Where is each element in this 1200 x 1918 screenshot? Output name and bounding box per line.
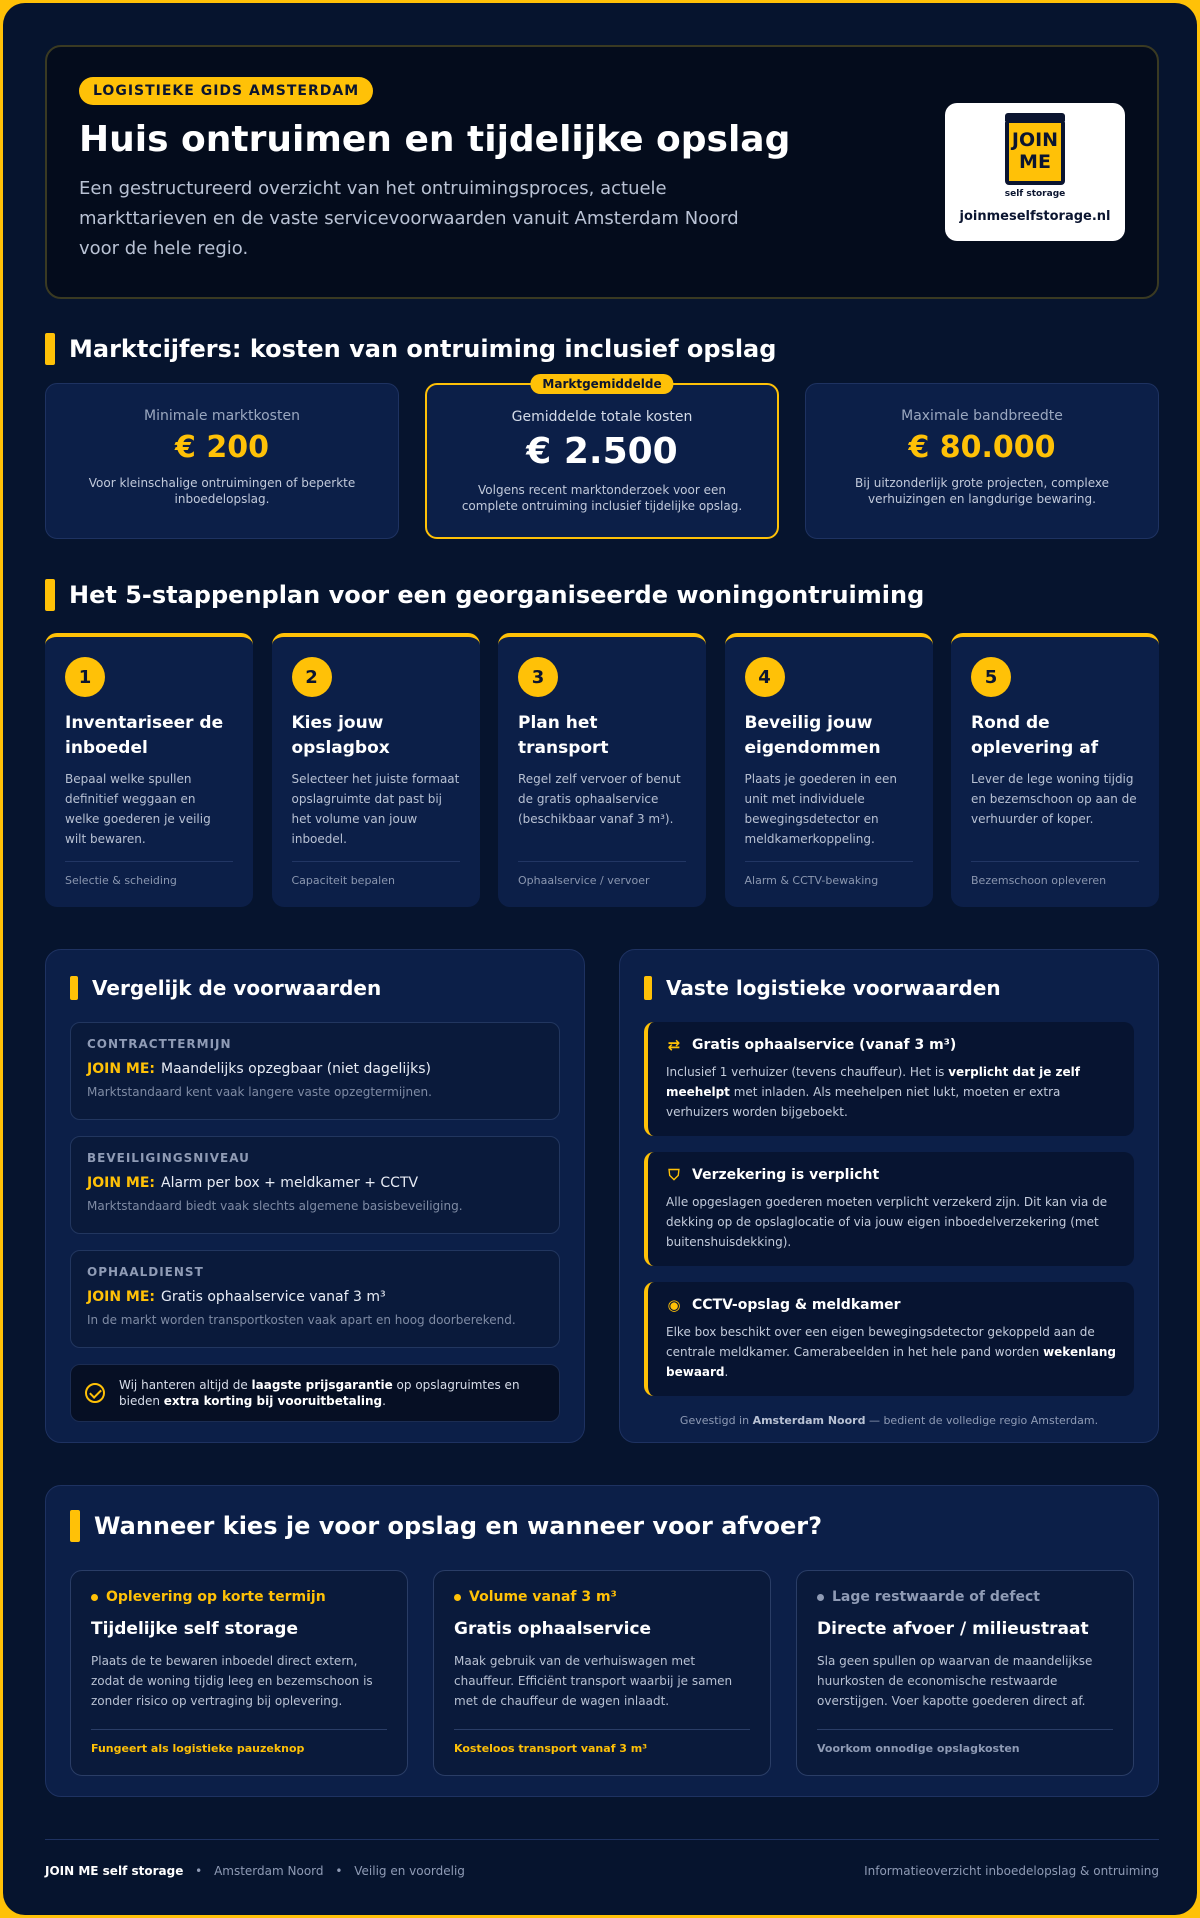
rule-title: ⛉ Verzekering is verplicht: [666, 1166, 1116, 1184]
section-accent-bar: [70, 976, 78, 1000]
when-card-footer: Voorkom onnodige opslagkosten: [817, 1729, 1113, 1755]
market-average-tag: Marktgemiddelde: [530, 374, 673, 394]
market-title-text: Marktcijfers: kosten van ontruiming inclusief opslag: [69, 335, 777, 363]
shield-check-icon: ⛉: [668, 1166, 680, 1184]
rules-title: [644, 976, 1134, 1000]
market-section-title: [45, 333, 1159, 365]
step-footer: Capaciteit bepalen: [292, 861, 460, 887]
swap-arrows-icon: ⇄: [667, 1036, 681, 1054]
when-cards: [70, 1570, 1134, 1776]
compare-value-text: Maandelijks opzegbaar (niet dagelijks): [161, 1061, 431, 1077]
stat-value: € 80.000: [908, 430, 1056, 465]
when-section: [45, 1485, 1159, 1797]
location-note: Gevestigd in Amsterdam Noord — bedient de volledige regio Amsterdam.: [679, 1414, 1099, 1427]
rule-pickup: [644, 1022, 1134, 1136]
price-guarantee-text: Wij hanteren altijd de laagste prijsgarantie op opslagruimtes en bieden extra korting bij vooruitbetaling.: [119, 1378, 520, 1408]
footer-tagline: Veilig en voordelig: [354, 1864, 465, 1878]
compare-value-text: Gratis ophaalservice vanaf 3 m³: [161, 1289, 386, 1305]
footer-location: Amsterdam Noord: [214, 1864, 324, 1878]
step-text: Bepaal welke spullen definitief weggaan en welke goederen je veilig wilt bewaren.: [65, 772, 211, 846]
footer-left: [45, 1864, 465, 1878]
footer-right: Informatieoverzicht inboedelopslag & ontruiming: [864, 1864, 1159, 1878]
section-accent-bar: [45, 579, 55, 611]
step-footer: Alarm & CCTV-bewaking: [745, 861, 913, 887]
step-card-1: [45, 633, 253, 907]
rules-title-text: Vaste logistieke voorwaarden: [666, 976, 1001, 1000]
stat-label: Gemiddelde totale kosten: [511, 409, 693, 425]
step-card-4: [725, 633, 933, 907]
when-card-text: Maak gebruik van de verhuiswagen met chauffeur. Efficiënt transport waarbij je samen met de chauffeur de wagen inlaadt.: [454, 1654, 733, 1708]
guide-badge: LOGISTIEKE GIDS AMSTERDAM: [79, 77, 373, 105]
when-card-storage: [70, 1570, 408, 1776]
compare-key: CONTRACTTERMIJN: [87, 1037, 232, 1051]
stat-description: Volgens recent marktonderzoek voor een complete ontruiming inclusief tijdelijke opslag.: [461, 483, 743, 513]
footer-separator: •: [335, 1864, 343, 1878]
content: [45, 45, 1159, 1878]
rule-title: ⇄ Gratis ophaalservice (vanaf 3 m³): [667, 1036, 957, 1054]
logo-line-1: JOIN: [1011, 129, 1059, 151]
when-card-footer: Kosteloos transport vanaf 3 m³: [454, 1729, 750, 1755]
steps-list: [45, 633, 1159, 907]
step-title: Inventariseer de inboedel: [65, 713, 224, 758]
stat-label: Minimale marktkosten: [144, 408, 300, 424]
compare-title: [70, 976, 560, 1000]
price-guarantee-note: [70, 1364, 560, 1422]
compare-value: [87, 1175, 543, 1191]
compare-key: OPHAALDIENST: [87, 1265, 204, 1279]
compare-item-pickup: [70, 1250, 560, 1348]
when-card-pickup: [433, 1570, 771, 1776]
compare-value: [87, 1289, 543, 1305]
when-card-text: Plaats de te bewaren inboedel direct extern, zodat de woning tijdig leeg en bezemschoon is zonder risico op vertraging bij oplevering.: [91, 1654, 373, 1708]
step-text: Regel zelf vervoer of benut de gratis ophaalservice (beschikbaar vanaf 3 m³).: [518, 772, 681, 826]
brand-label: JOIN ME:: [87, 1061, 156, 1077]
hero: [45, 45, 1159, 299]
storage-box-logo-icon: [1005, 119, 1065, 185]
conditions-panels: [45, 949, 1159, 1443]
rule-text: Inclusief 1 verhuizer (tevens chauffeur). Het is verplicht dat je zelf meehelpt met inladen. Als meehelpen niet lukt, moeten er extra verhuizers worden bijgeboekt.: [666, 1065, 1080, 1119]
check-circle-icon: [85, 1383, 105, 1403]
step-number: 5: [971, 657, 1011, 697]
compare-title-text: Vergelijk de voorwaarden: [92, 976, 382, 1000]
stat-description: Voor kleinschalige ontruimingen of beperkte inboedelopslag.: [88, 476, 356, 506]
compare-item-security: [70, 1136, 560, 1234]
logo-url[interactable]: joinmeselfstorage.nl: [959, 209, 1111, 224]
when-card-title: Gratis ophaalservice: [454, 1619, 652, 1639]
when-card-tag: Oplevering op korte termijn: [91, 1589, 387, 1605]
stat-card-average: [425, 377, 779, 539]
hero-intro: Een gestructureerd overzicht van het ontruimingsproces, actuele markttarieven en de vaste servicevoorwaarden vanuit Amsterdam Noord voor de hele regio.: [79, 178, 739, 259]
step-title: Plan het transport: [518, 713, 609, 758]
section-accent-bar: [70, 1510, 80, 1542]
section-accent-bar: [45, 333, 55, 365]
logo-line-2: ME: [1019, 151, 1051, 173]
when-card-tag: Volume vanaf 3 m³: [454, 1589, 750, 1605]
page-frame: [3, 3, 1197, 1915]
step-number: 3: [518, 657, 558, 697]
step-number: 2: [292, 657, 332, 697]
when-card-text: Sla geen spullen op waarvan de maandelijkse huurkosten de economische restwaarde overstijgen. Voer kapotte goederen direct af.: [817, 1654, 1093, 1708]
step-text: Lever de lege woning tijdig en bezemschoon op aan de verhuurder of koper.: [971, 772, 1137, 826]
footer: [45, 1839, 1159, 1878]
compare-note: Marktstandaard kent vaak langere vaste opzegtermijnen.: [87, 1085, 432, 1099]
step-card-5: [951, 633, 1159, 907]
step-footer: Bezemschoon opleveren: [971, 861, 1139, 887]
compare-value: [87, 1061, 543, 1077]
step-title: Beveilig jouw eigendommen: [744, 713, 881, 758]
when-card-tag: Lage restwaarde of defect: [817, 1589, 1113, 1605]
when-title-text: Wanneer kies je voor opslag en wanneer voor afvoer?: [94, 1512, 823, 1540]
step-number: 4: [745, 657, 785, 697]
compare-item-contract: [70, 1022, 560, 1120]
when-card-footer: Fungeert als logistieke pauzeknop: [91, 1729, 387, 1755]
stat-label: Maximale bandbreedte: [901, 408, 1063, 424]
rule-title: ◉ CCTV-opslag & meldkamer: [667, 1296, 901, 1314]
compare-note: In de markt worden transportkosten vaak apart en hoog doorberekend.: [87, 1313, 516, 1327]
logo-subtitle: self storage: [1004, 189, 1066, 199]
when-card-title: Tijdelijke self storage: [91, 1619, 298, 1639]
rules-panel: [619, 949, 1159, 1443]
stat-description: Bij uitzonderlijk grote projecten, complexe verhuizingen en langdurige bewaring.: [855, 476, 1109, 506]
stat-value: € 2.500: [526, 431, 678, 472]
rule-cctv: [644, 1282, 1134, 1396]
step-footer: Selectie & scheiding: [65, 861, 233, 887]
compare-key: BEVEILIGINGSNIVEAU: [87, 1151, 250, 1165]
step-number: 1: [65, 657, 105, 697]
step-text: Selecteer het juiste formaat opslagruimte dat past bij het volume van jouw inboedel.: [291, 772, 460, 846]
rule-text: Elke box beschikt over een eigen bewegingsdetector gekoppeld aan de centrale meldkamer. Camerabeelden in het hele pand worden wekenlang bewaard.: [666, 1325, 1116, 1379]
brand-label: JOIN ME:: [87, 1175, 156, 1191]
brand-label: JOIN ME:: [87, 1289, 156, 1305]
stat-card-max: [805, 383, 1159, 539]
step-title: Kies jouw opslagbox: [291, 713, 390, 758]
steps-title-text: Het 5-stappenplan voor een georganiseerde woningontruiming: [69, 581, 925, 609]
compare-value-text: Alarm per box + meldkamer + CCTV: [161, 1175, 419, 1191]
step-title: Rond de oplevering af: [971, 713, 1099, 758]
step-text: Plaats je goederen in een unit met individuele bewegingsdetector en meldkamerkoppeling.: [744, 772, 898, 846]
step-card-3: [498, 633, 706, 907]
eye-icon: ◉: [667, 1296, 681, 1314]
steps-section-title: [45, 579, 1159, 611]
compare-note: Marktstandaard biedt vaak slechts algemene basisbeveiliging.: [87, 1199, 463, 1213]
when-card-disposal: [796, 1570, 1134, 1776]
stat-value: € 200: [175, 430, 269, 465]
logo-card[interactable]: [945, 103, 1125, 241]
rule-text: Alle opgeslagen goederen moeten verplicht verzekerd zijn. Dit kan via de dekking op de opslaglocatie of via jouw eigen inboedelverzekering (met buitenshuisdekking).: [666, 1195, 1108, 1249]
footer-brand: JOIN ME self storage: [45, 1864, 184, 1878]
footer-separator: •: [195, 1864, 203, 1878]
rule-insurance: [644, 1152, 1134, 1266]
step-footer: Ophaalservice / vervoer: [518, 861, 686, 887]
when-card-title: Directe afvoer / milieustraat: [817, 1619, 1089, 1639]
page-title: Huis ontruimen en tijdelijke opslag: [79, 119, 791, 160]
compare-panel: [45, 949, 585, 1443]
section-accent-bar: [644, 976, 652, 1000]
when-title: [70, 1510, 1134, 1542]
step-card-2: [272, 633, 480, 907]
stat-card-min: [45, 383, 399, 539]
market-stats: [45, 377, 1159, 539]
